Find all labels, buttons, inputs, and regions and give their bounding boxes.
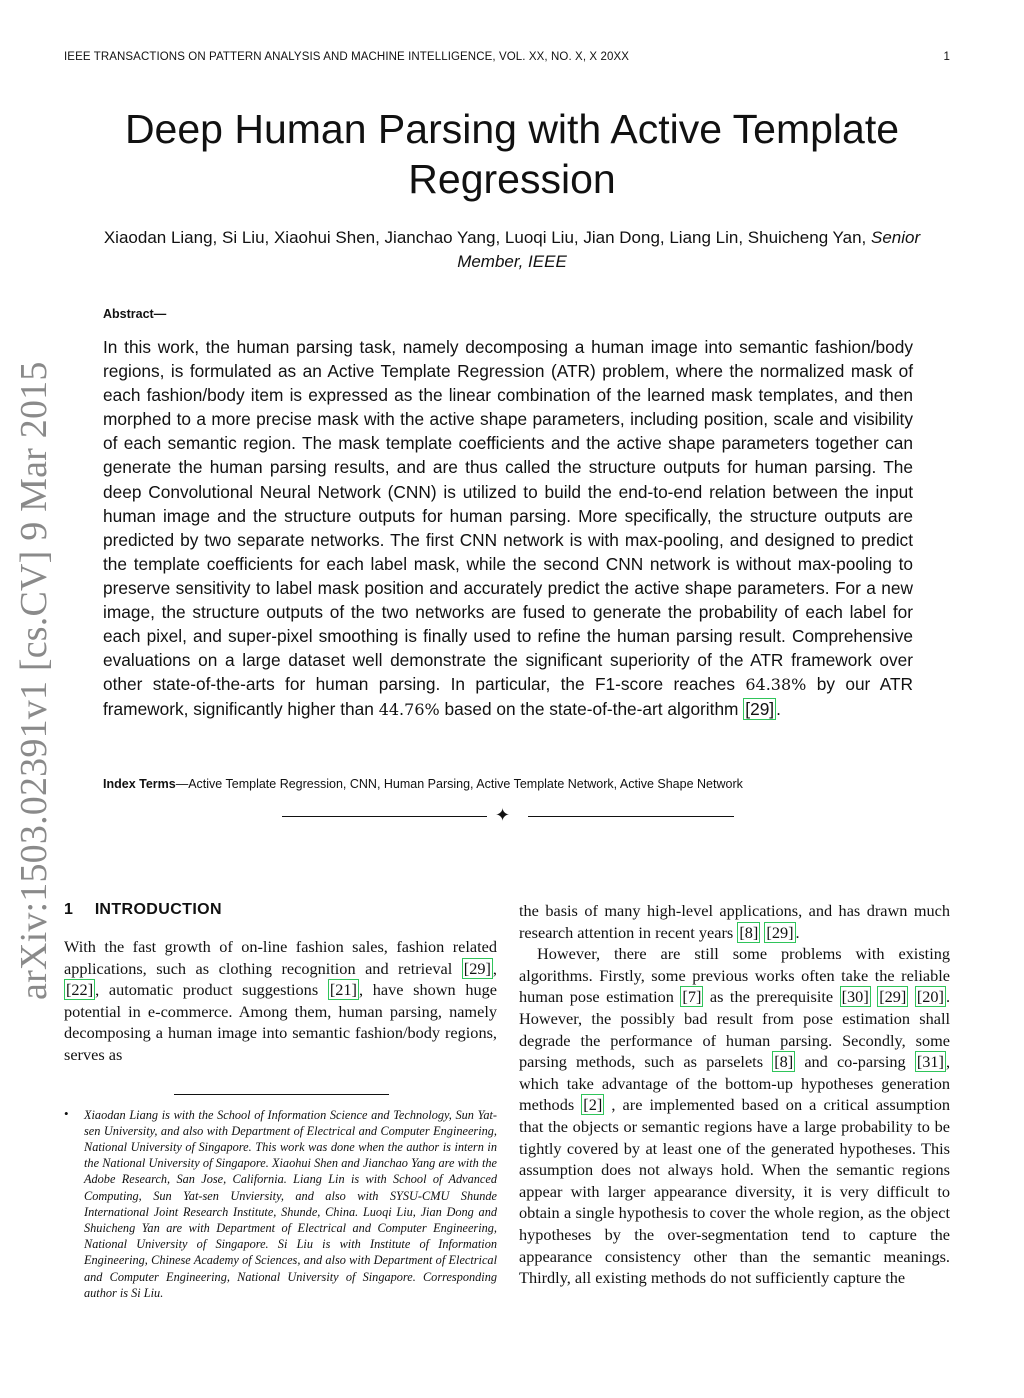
right-text-a: the basis of many high-level applications, and has drawn much research attention in recent years: [519, 901, 950, 942]
section-divider-left: [282, 816, 487, 817]
f1-score-baseline: 44.76%: [378, 700, 440, 720]
divider-star-icon: ✦: [495, 805, 511, 825]
citation-link[interactable]: [29]: [463, 958, 491, 978]
abstract-body: [103, 335, 913, 723]
intro-text-a: With the fast growth of on-line fashion sales, fashion related applications, such as clothing recognition and retrieval: [64, 937, 497, 978]
citation-link[interactable]: [29]: [879, 987, 907, 1007]
right-text-g: , are implemented based on a critical assumption that the objects or semantic regions have a large probability to be tightly covered by at least one of the generated hypotheses. This assumption does not always hold. When the semantic regions appear with larger appearance diversity, it is very difficult to obtain a single hypothesis to cover the whole region, as the object hypotheses by the over-segmentation tend to capture the appearance consistency other than the semantic meanings. Thirdly, all existing methods do not sufficiently capture the: [519, 1095, 950, 1288]
right-period: .: [795, 922, 800, 942]
citation-link[interactable]: [8]: [739, 922, 759, 942]
paper-title: Deep Human Parsing with Active Template Regression: [124, 106, 900, 202]
citation-link[interactable]: [2]: [583, 1095, 603, 1115]
journal-name: IEEE TRANSACTIONS ON PATTERN ANALYSIS AND MACHINE INTELLIGENCE, VOL. XX, NO. X, X 20XX: [64, 51, 630, 63]
citation-link[interactable]: [7]: [682, 987, 702, 1007]
index-terms-text: —Active Template Regression, CNN, Human Parsing, Active Template Network, Active Shape Network: [175, 777, 743, 791]
citation-link[interactable]: [30]: [841, 987, 869, 1007]
f1-score-ours: 64.38%: [745, 675, 807, 695]
abstract-dash: —: [153, 307, 167, 321]
abstract-text-part3: based on the state-of-the-art algorithm: [444, 699, 739, 720]
section-heading: [64, 896, 497, 924]
running-header: [64, 51, 950, 63]
right-text-b: However, there are still some problems with existing algorithms. Firstly, some previous works often take the reliable human pose estimation: [519, 944, 950, 1007]
affiliation-footnote: [64, 1107, 497, 1301]
right-text-e: and co-parsing: [804, 1052, 906, 1072]
citation-link[interactable]: [29]: [766, 922, 794, 942]
arxiv-stamp: arXiv:1503.02391v1 [cs.CV] 9 Mar 2015: [13, 361, 55, 1000]
intro-paragraph: [64, 936, 497, 1066]
abstract-label: Abstract: [103, 307, 154, 321]
author-role: Senior Member, IEEE: [457, 228, 921, 271]
abstract-text-part1: In this work, the human parsing task, namely decomposing a human image into semantic fashion/body regions, is formulated as an Active Template Regression (ATR) problem, where the normalized mask of each fashion/body item is expressed as the linear combination of the learned mask templates, and then morphed to a more precise mask with the active shape parameters, including position, scale and visibility of each semantic region. The mask template coefficients and the active shape parameters together can generate the human parsing results, and are thus called the structure outputs for human parsing. The deep Convolutional Neural Network (CNN) is utilized to build the end-to-end relation between the input human image and the structure outputs for human parsing. More specifically, the structure outputs are predicted by two separate networks. The first CNN network is with max-pooling, and designed to predict the template coefficients for each label mask, while the second CNN network is without max-pooling to preserve sensitivity to label mask position and accurately predict the active shape parameters. For a new image, the structure outputs of the two networks are fused to generate the probability of each label for each pixel, and super-pixel smoothing is finally used to refine the human parsing result. Comprehensive evaluations on a large dataset well demonstrate the significant superiority of the ATR framework over other state-of-the-arts for human parsing. In particular, the F1-score reaches: [103, 337, 913, 695]
left-column: [64, 896, 497, 1301]
section-title-initial: I: [94, 901, 100, 918]
section-title-rest: NTRODUCTION: [99, 901, 222, 918]
intro-text-b: , automatic product suggestions: [95, 980, 319, 1000]
right-column: [519, 900, 950, 1289]
abstract-heading: [103, 307, 166, 321]
index-terms-label: Index Terms: [103, 777, 176, 791]
section-number: 1: [64, 901, 73, 918]
right-text-d: . However, the possibly bad result from pose estimation shall degrade the performance of human parsing. Secondly, some parsing methods, such as parselets: [519, 987, 951, 1072]
abstract-text-part2: by our ATR framework, significantly higher than: [103, 674, 913, 720]
right-text-c: as the prerequisite: [709, 987, 834, 1007]
section-divider-right: [528, 816, 734, 817]
author-list: [70, 226, 954, 274]
bullet-icon: •: [64, 1105, 69, 1121]
citation-link[interactable]: [21]: [329, 980, 357, 1000]
citation-link[interactable]: [20]: [916, 987, 944, 1007]
citation-link[interactable]: [8]: [774, 1052, 794, 1072]
footnote-text: Xiaodan Liang is with the School of Information Science and Technology, Sun Yat-sen University, and also with Department of Electrical and Computer Engineering, National University of Singapore. This work was done when the author is intern in the National University of Singapore. Xiaohui Shen and Jianchao Yang are with the Adobe Research, San Jose, California. Liang Lin is with School of Advanced Computing, Sun Yat-sen Unviersity, and also with SYSU-CMU Shunde International Joint Research Institute, Shunde, China. Luoqi Liu, Jian Dong and Shuicheng Yan are with Department of Electrical and Computer Engineering, National University of Singapore. Si Liu is with Institute of Information Engineering, Chinese Academy of Sciences, and also with Department of Electrical and Computer Engineering, National University of Singapore. Corresponding author is Si Liu.: [84, 1107, 497, 1300]
right-text-f: , which take advantage of the bottom-up hypotheses generation methods: [519, 1052, 951, 1115]
right-paragraph-2: [519, 943, 950, 1289]
footnote-rule: [174, 1094, 389, 1095]
page-number: 1: [943, 51, 950, 63]
right-paragraph-1: [519, 900, 950, 943]
abstract-period: .: [776, 699, 781, 720]
citation-link[interactable]: [22]: [66, 980, 94, 1000]
intro-text-c: , have shown huge potential in e-commerce. Among them, human parsing, namely decomposing a human image into semantic fashion/body regions, serves as: [64, 980, 497, 1064]
citation-link[interactable]: [31]: [916, 1052, 944, 1072]
author-names: Xiaodan Liang, Si Liu, Xiaohui Shen, Jianchao Yang, Luoqi Liu, Jian Dong, Liang Lin, Shuicheng Yan,: [103, 228, 867, 247]
citation-link[interactable]: [29]: [745, 699, 775, 720]
intro-sep: ,: [492, 958, 497, 978]
index-terms: [103, 777, 913, 791]
